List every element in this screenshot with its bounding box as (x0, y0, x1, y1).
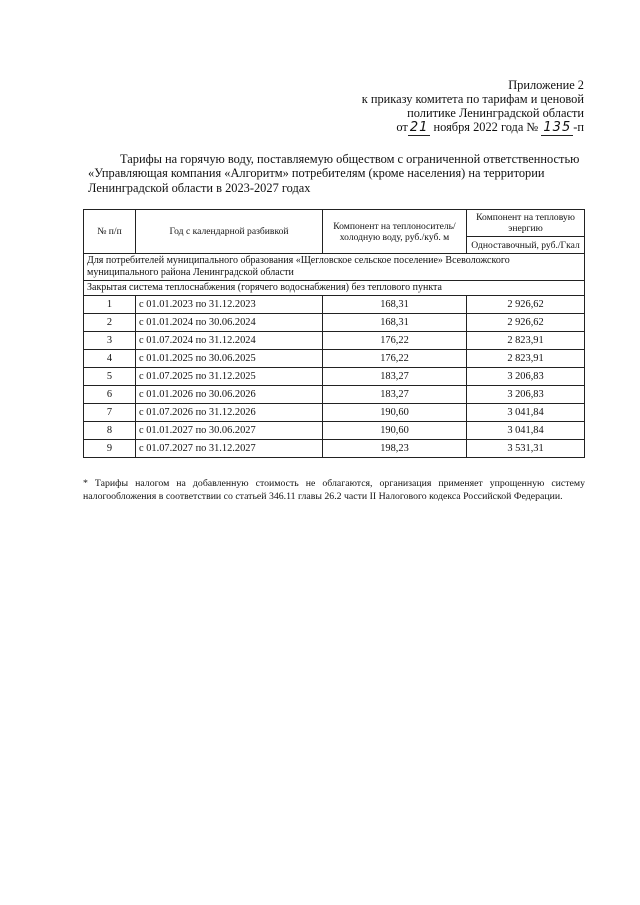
row-period-cell: с 01.01.2027 по 30.06.2027 (136, 422, 323, 440)
group-label: Для потребителей муниципального образования «Щегловское сельское поселение» Всеволожского муниципального района Ленинградской области (84, 254, 585, 281)
handwritten-order-number: 135 (543, 120, 572, 135)
row-energy-cell: 2 823,91 (467, 350, 585, 368)
row-period-cell: с 01.01.2024 по 30.06.2024 (136, 314, 323, 332)
section-label: Закрытая система теплоснабжения (горячего водоснабжения) без теплового пункта (84, 281, 585, 296)
appendix-label: Приложение 2 (508, 78, 584, 92)
row-energy-cell: 3 041,84 (467, 422, 585, 440)
row-energy-cell: 3 531,31 (467, 440, 585, 458)
footnote: * Тарифы налогом на добавленную стоимость не облагаются, организация применяет упрощенную систему налогообложения в соответствии со статьей 346.11 главы 26.2 части II Налогового кодекса Российской Федерации. (83, 478, 585, 502)
row-carrier-cell: 183,27 (323, 386, 467, 404)
table-header-row (84, 210, 585, 237)
row-carrier-cell: 190,60 (323, 404, 467, 422)
order-line-2: политике Ленинградской области (407, 106, 584, 120)
row-period-cell: с 01.01.2025 по 30.06.2025 (136, 350, 323, 368)
header-energy-sub: Одноставочный, руб./Гкал (467, 237, 585, 254)
table-body (84, 296, 585, 458)
handwritten-day: 21 (409, 120, 429, 135)
header-energy: Компонент на тепловую энергию (467, 210, 585, 237)
row-carrier-cell: 168,31 (323, 314, 467, 332)
row-carrier-cell: 168,31 (323, 296, 467, 314)
header-num: № п/п (84, 210, 136, 254)
row-energy-cell: 2 823,91 (467, 332, 585, 350)
row-carrier-cell: 198,23 (323, 440, 467, 458)
row-carrier-cell: 176,22 (323, 350, 467, 368)
group-row (84, 254, 585, 281)
row-period-cell: с 01.01.2026 по 30.06.2026 (136, 386, 323, 404)
document-title (88, 152, 580, 195)
appendix-header (284, 78, 584, 135)
row-energy-cell: 3 206,83 (467, 368, 585, 386)
order-line-1: к приказу комитета по тарифам и ценовой (361, 92, 584, 106)
row-energy-cell: 2 926,62 (467, 296, 585, 314)
header-carrier: Компонент на теплоноситель/ холодную воду, руб./куб. м (323, 210, 467, 254)
row-period-cell: с 01.07.2027 по 31.12.2027 (136, 440, 323, 458)
row-period-cell: с 01.07.2025 по 31.12.2025 (136, 368, 323, 386)
table-row (84, 314, 585, 332)
row-num-cell: 4 (84, 350, 136, 368)
table-row (84, 296, 585, 314)
date-rest: ноября 2022 года № (433, 120, 539, 134)
table-row (84, 386, 585, 404)
order-date-number (284, 120, 584, 135)
section-row (84, 281, 585, 296)
row-period-cell: с 01.07.2026 по 31.12.2026 (136, 404, 323, 422)
row-energy-cell: 3 206,83 (467, 386, 585, 404)
title-line-2: «Управляющая компания «Алгоритм» потребителям (кроме населения) на территории (88, 166, 545, 181)
row-num-cell: 3 (84, 332, 136, 350)
table-row (84, 440, 585, 458)
row-num-cell: 7 (84, 404, 136, 422)
row-num-cell: 5 (84, 368, 136, 386)
row-num-cell: 6 (84, 386, 136, 404)
date-prefix: от (396, 120, 408, 134)
row-energy-cell: 2 926,62 (467, 314, 585, 332)
row-carrier-cell: 183,27 (323, 368, 467, 386)
row-period-cell: с 01.07.2024 по 31.12.2024 (136, 332, 323, 350)
row-num-cell: 2 (84, 314, 136, 332)
tariff-table (83, 209, 585, 458)
row-carrier-cell: 190,60 (323, 422, 467, 440)
row-num-cell: 8 (84, 422, 136, 440)
header-period: Год с календарной разбивкой (136, 210, 323, 254)
title-line-3: Ленинградской области в 2023-2027 годах (88, 180, 311, 195)
title-line-1: Тарифы на горячую воду, поставляемую обществом с ограниченной ответственностью (120, 152, 580, 166)
row-period-cell: с 01.01.2023 по 31.12.2023 (136, 296, 323, 314)
table-row (84, 404, 585, 422)
row-energy-cell: 3 041,84 (467, 404, 585, 422)
row-num-cell: 1 (84, 296, 136, 314)
row-num-cell: 9 (84, 440, 136, 458)
order-suffix: -п (573, 120, 584, 134)
table-row (84, 422, 585, 440)
row-carrier-cell: 176,22 (323, 332, 467, 350)
table-row (84, 350, 585, 368)
table-row (84, 368, 585, 386)
table-row (84, 332, 585, 350)
